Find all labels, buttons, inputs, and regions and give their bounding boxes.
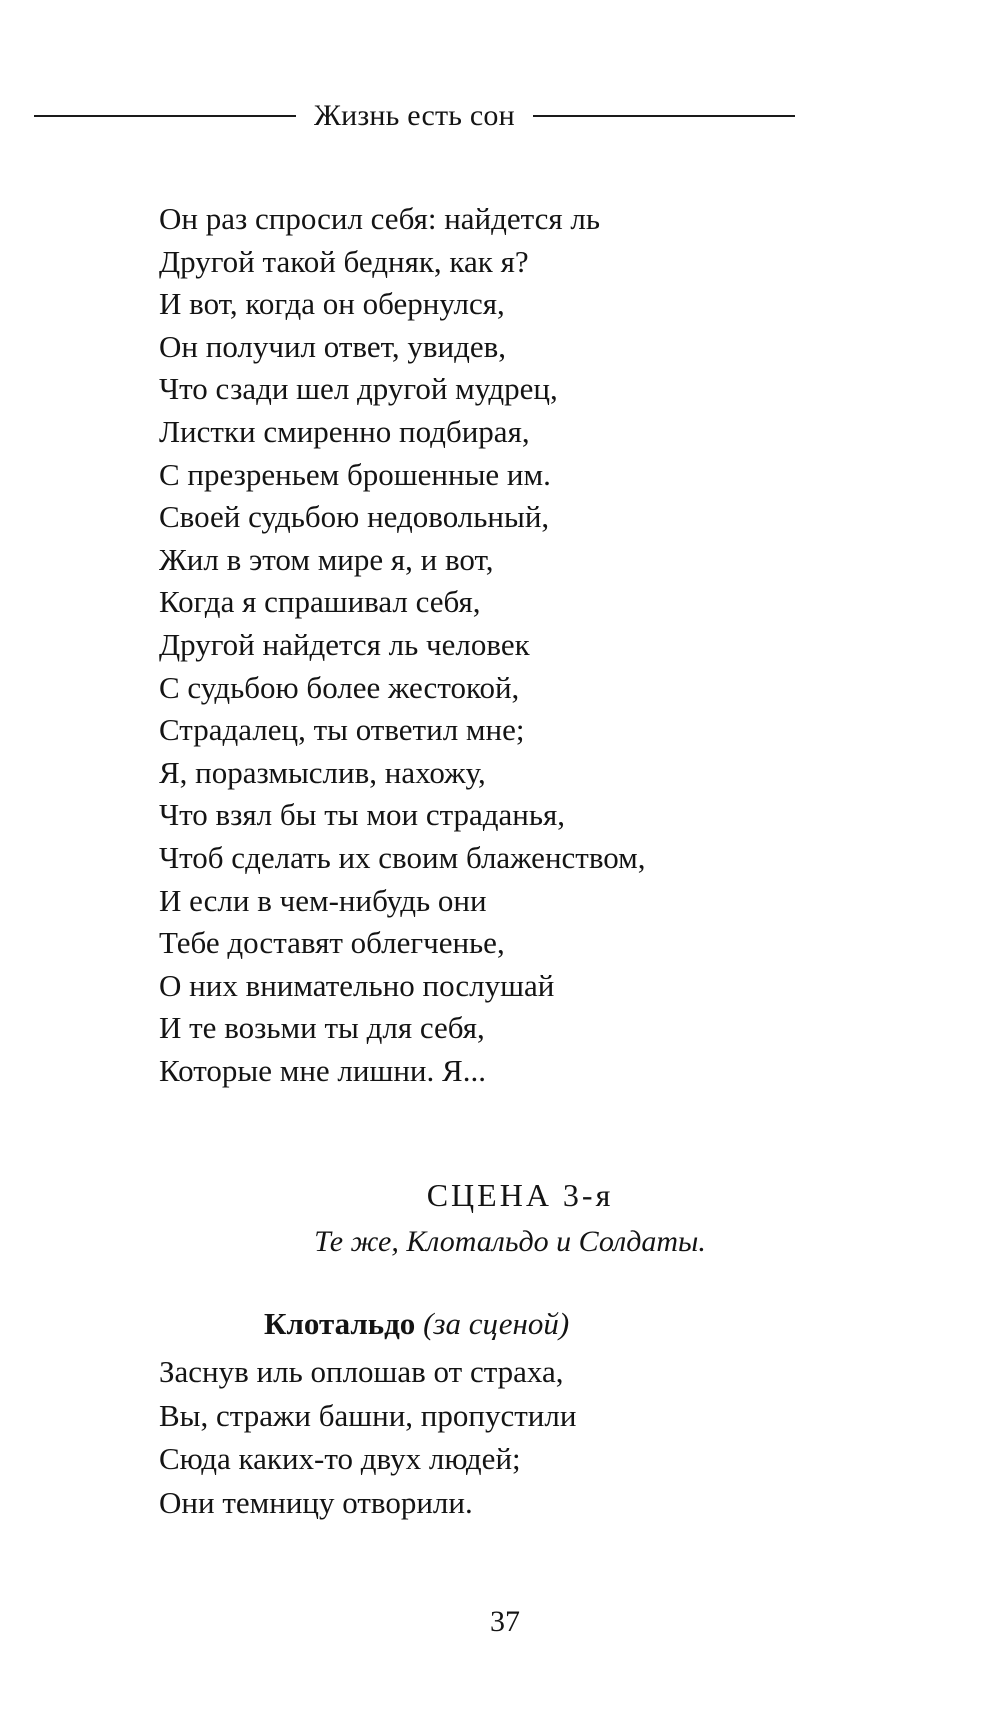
- header-rule-right: [533, 115, 795, 117]
- verse-line: Я, поразмыслив, нахожу,: [159, 754, 486, 790]
- speaker-line: [264, 1306, 569, 1342]
- page-number: 37: [490, 1605, 520, 1638]
- speech-line: Сюда каких-то двух людей;: [159, 1441, 521, 1476]
- verse-line: Когда я спрашивал себя,: [159, 584, 481, 620]
- running-title: Жизнь есть сон: [314, 99, 515, 132]
- verse-block: [159, 198, 646, 1092]
- verse-line: Листки смиренно подбирая,: [159, 413, 530, 449]
- verse-line: С судьбою более жестокой,: [159, 669, 520, 705]
- verse-line: Другой такой бедняк, как я?: [159, 243, 529, 279]
- verse-line: С презреньем брошенные им.: [159, 456, 551, 492]
- verse-line: Что взял бы ты мои страданья,: [159, 797, 566, 833]
- header-rule-left: [34, 115, 296, 117]
- running-header: [34, 96, 844, 136]
- speech-block: [159, 1350, 576, 1524]
- verse-line: И вот, когда он обернулся,: [159, 286, 505, 322]
- verse-line: О них внимательно послушай: [159, 967, 555, 1003]
- speech-line: Они темницу отворили.: [159, 1484, 473, 1520]
- verse-line: Другой найдется ль человек: [159, 626, 530, 662]
- verse-line: Чтоб сделать их своим блаженством,: [159, 839, 646, 875]
- stage-direction: (за сценой): [423, 1306, 570, 1341]
- verse-line: Своей судьбою недовольный,: [159, 499, 550, 535]
- speaker-name: Клотальдо: [264, 1306, 416, 1341]
- verse-line: Страдалец, ты ответил мне;: [159, 712, 525, 748]
- verse-line: Он получил ответ, увидев,: [159, 328, 506, 364]
- verse-line: И если в чем-нибудь они: [159, 882, 487, 918]
- speech-line: Вы, стражи башни, пропустили: [159, 1397, 577, 1433]
- verse-line: Что сзади шел другой мудрец,: [159, 371, 558, 407]
- verse-line: Которые мне лишни. Я...: [159, 1052, 486, 1088]
- verse-line: Он раз спросил себя: найдется ль: [159, 201, 600, 236]
- verse-line: Жил в этом мире я, и вот,: [159, 541, 494, 577]
- scene-heading: СЦЕНА 3-я: [426, 1177, 614, 1213]
- speech-line: Заснув иль оплошав от страха,: [159, 1354, 564, 1389]
- scene-cast: Те же, Клотальдо и Солдаты.: [314, 1225, 706, 1258]
- verse-line: Тебе доставят облегченье,: [159, 925, 505, 961]
- verse-line: И те возьми ты для себя,: [159, 1010, 485, 1046]
